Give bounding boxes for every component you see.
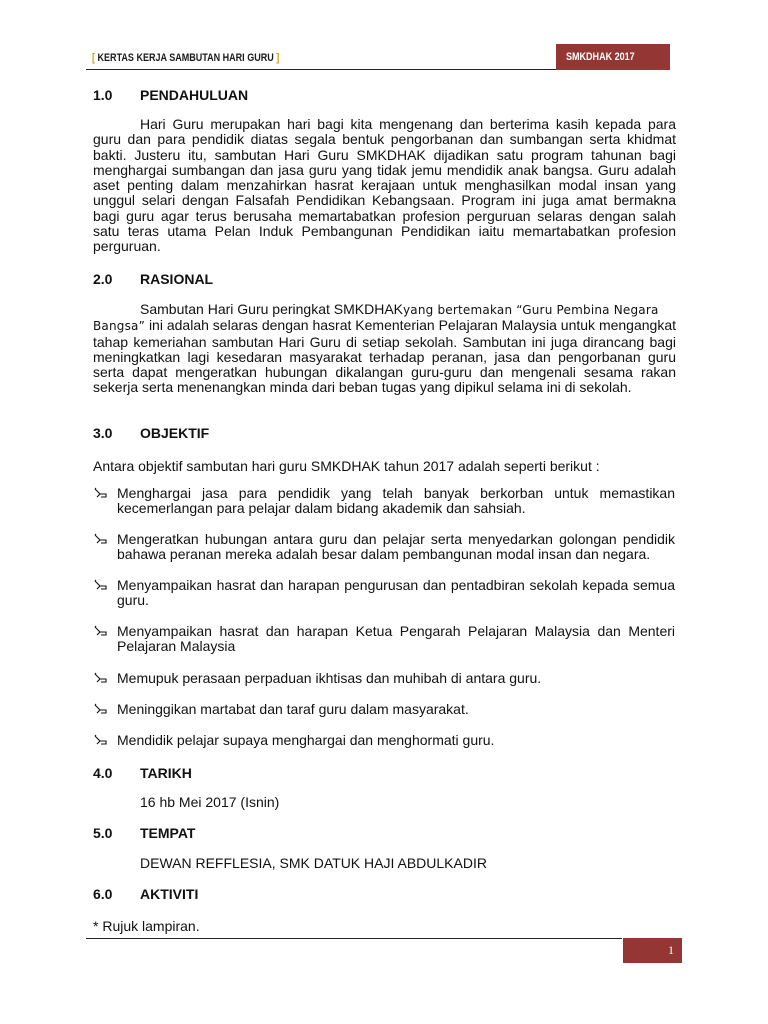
tempat-value: DEWAN REFFLESIA, SMK DATUK HAJI ABDULKADIR	[140, 855, 487, 871]
pointing-hand-icon	[93, 486, 109, 502]
pointing-hand-icon	[93, 671, 109, 687]
rasional-theme-b: Bangsa”	[93, 319, 146, 334]
objektif-item-text: Menyampaikan hasrat dan harapan Ketua Pengarah Pelajaran Malaysia dan Menteri Pelajaran Malaysia	[117, 623, 675, 655]
objektif-item-text: Menyampaikan hasrat dan harapan pengurusan dan pentadbiran sekolah kepada semua guru.	[117, 577, 675, 609]
pointing-hand-icon	[93, 702, 109, 718]
pointing-hand-icon	[93, 733, 109, 749]
section-number: 6.0	[93, 886, 113, 902]
objektif-item-text: Mendidik pelajar supaya menghargai dan menghormati guru.	[117, 732, 495, 748]
footer-rule	[86, 938, 622, 939]
section-number: 5.0	[93, 825, 113, 841]
pendahuluan-text: guru dan para pendidik diatas segala bentuk pengorbanan dan sumbangan serta khidmat bakti. Justeru itu, sambutan Hari Guru SMKDHAK dijadikan satu program tahunan bagi menghargai sumbangan dan jasa guru yang tidak jemu mendidik anak bangsa. Guru adalah aset penting dalam menzahirkan hasrat kerajaan untuk menghasilkan modal insan yang unggul selari dengan Falsafah Pendidikan Kebangsaan. Program ini juga amat bermakna bagi guru agar terus berusaha memartabatkan profesion perguruan selaras dengan salah satu teras utama Pelan Induk Pembangunan Pendidikan iaitu memartabatkan profesion perguruan.	[93, 131, 676, 255]
section-number: 2.0	[93, 271, 113, 287]
rasional-paragraph	[93, 302, 676, 396]
section-title: TARIKH	[140, 765, 192, 781]
header-title-text: KERTAS KERJA SAMBUTAN HARI GURU	[97, 52, 274, 64]
section-number: 3.0	[93, 425, 113, 441]
section-title: RASIONAL	[140, 271, 214, 287]
rasional-line-1	[93, 302, 676, 318]
header-badge-text: SMKDHAK 2017	[566, 51, 635, 63]
header-title	[92, 48, 469, 68]
pendahuluan-paragraph	[93, 117, 676, 255]
objektif-item-text: Menghargai jasa para pendidik yang telah banyak berkorban untuk memastikan kecemerlangan para pelajar dalam bidang akademik dan sahsiah.	[117, 485, 675, 517]
section-title: TEMPAT	[140, 825, 196, 841]
rasional-theme-a: yang bertemakan “Guru Pembina Negara	[403, 303, 659, 317]
rasional-text-b: ini adalah selaras dengan hasrat Kementerian Pelajaran Malaysia untuk mengangkat tahap kemeriahan sambutan Hari Guru di setiap sekolah. Sambutan ini juga dirancang bagi meningkatkan lagi kesedaran masyarakat terhadap peranan, jasa dan pengorbanan guru serta dapat mengeratkan hubungan dikalangan guru-guru dan mengenali sesama rakan sekerja serta menenangkan minda dari beban tugas yang dipikul selama ini di sekolah.	[93, 317, 676, 396]
header-bracket-open: [	[92, 52, 96, 64]
tarikh-value: 16 hb Mei 2017 (Isnin)	[140, 794, 280, 810]
pointing-hand-icon	[93, 624, 109, 640]
section-number: 4.0	[93, 765, 113, 781]
objektif-item-text: Memupuk perasaan perpaduan ikhtisas dan muhibah di antara guru.	[117, 670, 542, 686]
section-title: PENDAHULUAN	[140, 87, 249, 103]
pointing-hand-icon	[93, 532, 109, 548]
page-number: 1	[623, 938, 682, 963]
rasional-rest	[93, 318, 676, 395]
header-badge	[556, 44, 670, 70]
pendahuluan-line-1: Hari Guru merupakan hari bagi kita mengenang dan berterima kasih kepada para	[140, 116, 676, 132]
header-bracket-close: ]	[276, 52, 280, 64]
section-title: AKTIVITI	[140, 886, 199, 902]
section-number: 1.0	[93, 87, 113, 103]
pointing-hand-icon	[93, 578, 109, 594]
objektif-item-text: Mengeratkan hubungan antara guru dan pelajar serta menyedarkan golongan pendidik bahawa peranan mereka adalah besar dalam pembangunan modal insan dan negara.	[117, 531, 675, 563]
header-rule	[86, 69, 556, 70]
objektif-item-text: Meninggikan martabat dan taraf guru dalam masyarakat.	[117, 701, 469, 717]
rasional-text-a: Sambutan Hari Guru peringkat SMKDHAK	[140, 301, 403, 317]
aktiviti-value: * Rujuk lampiran.	[93, 918, 200, 934]
objektif-intro: Antara objektif sambutan hari guru SMKDHAK tahun 2017 adalah seperti berikut :	[93, 458, 600, 474]
section-title: OBJEKTIF	[140, 425, 210, 441]
